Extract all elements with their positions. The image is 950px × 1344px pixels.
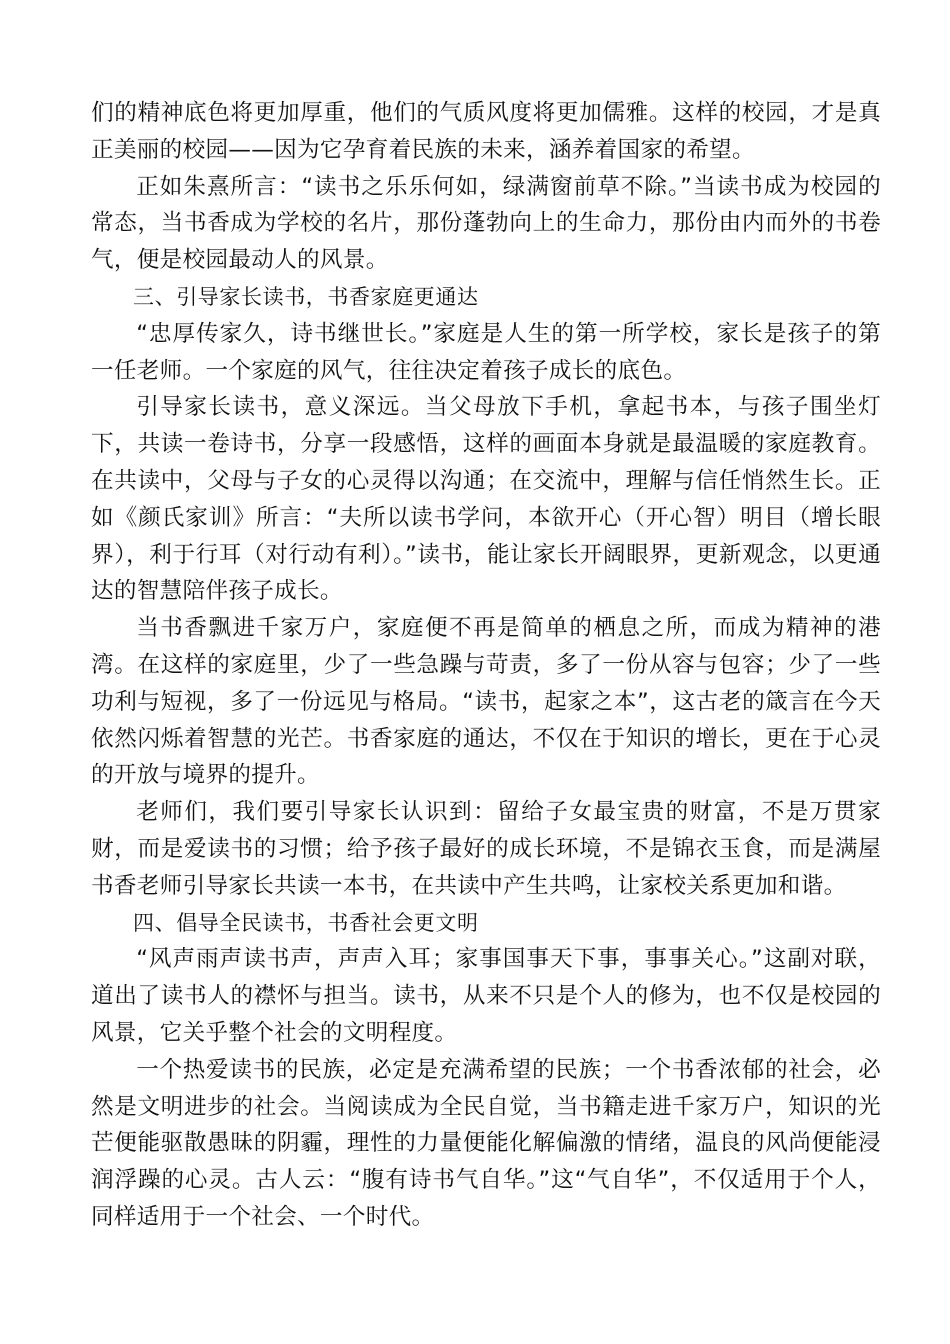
section-heading-3: 三、引导家长读书，书香家庭更通达: [133, 284, 479, 309]
paragraph-9: “风声雨声读书声，声声入耳；家事国事天下事，事事关心。”这副对联，道出了读书人的襟怀与担当。读书，从来不只是个人的修为，也不仅是校园的风景，它关乎整个社会的文明程度。: [91, 946, 881, 1046]
paragraph-6: 当书香飘进千家万户，家庭便不再是简单的栖息之所，而成为精神的港湾。在这样的家庭里，少了一些急躁与苛责，多了一份从容与包容；少了一些功利与短视，多了一份远见与格局。“读书，起家之本”，这古老的箴言在今天依然闪烁着智慧的光芒。书香家庭的通达，不仅在于知识的增长，更在于心灵的开放与境界的提升。: [91, 615, 881, 789]
paragraph-4: “忠厚传家久，诗书继世长。”家庭是人生的第一所学校，家长是孩子的第一任老师。一个家庭的风气，往往决定着孩子成长的底色。: [91, 320, 881, 384]
paragraph-7: 老师们，我们要引导家长认识到：留给子女最宝贵的财富，不是万贯家财，而是爱读书的习惯；给予孩子最好的成长环境，不是锦衣玉食，而是满屋书香老师引导家长共读一本书，在共读中产生共鸣，让家校关系更加和谐。: [91, 799, 881, 899]
section-heading-4: 四、倡导全民读书，书香社会更文明: [133, 910, 479, 935]
paragraph-10: 一个热爱读书的民族，必定是充满希望的民族；一个书香浓郁的社会，必然是文明进步的社会。当阅读成为全民自觉，当书籍走进千家万户，知识的光芒便能驱散愚昧的阴霾，理性的力量便能化解偏激的情绪，温良的风尚便能浸润浮躁的心灵。古人云：“腹有诗书气自华。”这“气自华”，不仅适用于个人，同样适用于一个社会、一个时代。: [91, 1056, 881, 1230]
paragraph-2: 正如朱熹所言：“读书之乐乐何如，绿满窗前草不除。”当读书成为校园的常态，当书香成为学校的名片，那份蓬勃向上的生命力，那份由内而外的书卷气，便是校园最动人的风景。: [91, 173, 881, 274]
document-page: [91, 95, 881, 1236]
paragraph-1: 们的精神底色将更加厚重，他们的气质风度将更加儒雅。这样的校园，才是真正美丽的校园——因为它孕育着民族的未来，涵养着国家的希望。: [91, 100, 881, 163]
paragraph-5: 引导家长读书，意义深远。当父母放下手机，拿起书本，与孩子围坐灯下，共读一卷诗书，分享一段感悟，这样的画面本身就是最温暖的家庭教育。在共读中，父母与子女的心灵得以沟通；在交流中，理解与信任悄然生长。正如《颜氏家训》所言：“夫所以读书学问，本欲开心（开心智）明目（增长眼界），利于行耳（对行动有利）。”读书，能让家长开阔眼界，更新观念，以更通达的智慧陪伴孩子成长。: [91, 394, 881, 605]
